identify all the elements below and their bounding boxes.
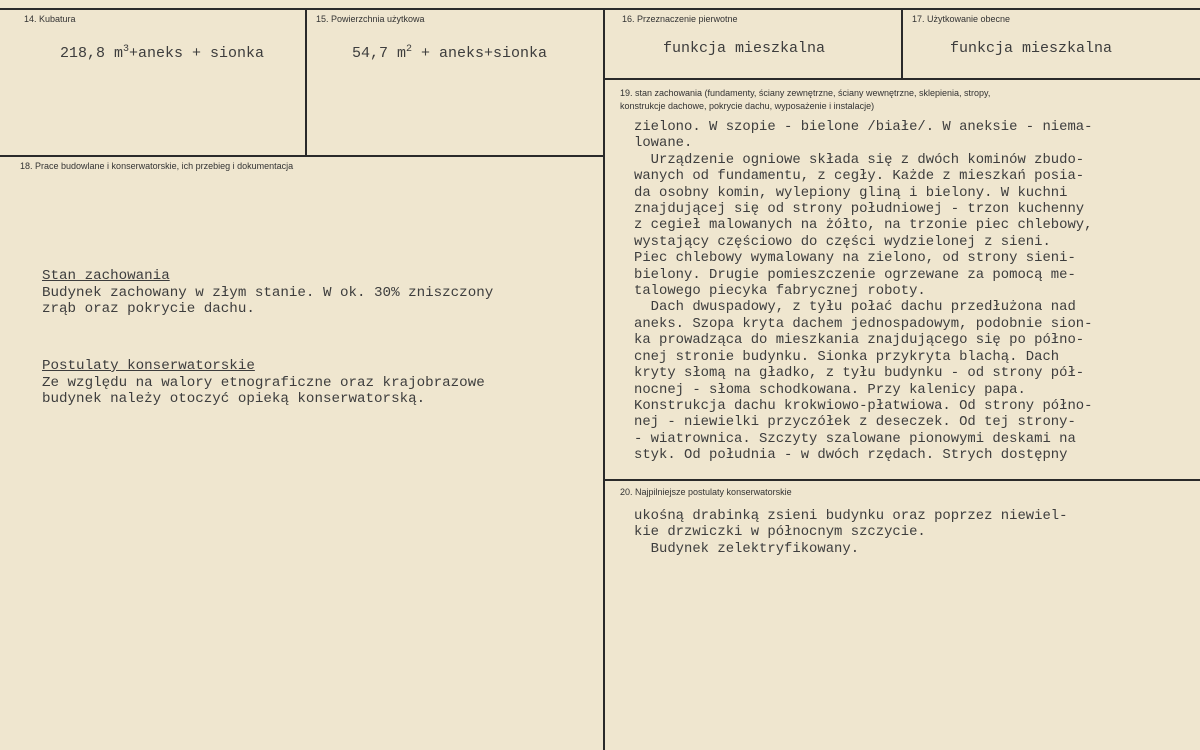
field-19-text: zielono. W szopie - bielone /białe/. W aneksie - niema- lowane. Urządzenie ogniowe składa się z dwóch kominów zbudo- wanych od fundamentu, z cegły. Każde z mieszkań posia- da osobny komin, wylepiony gliną i bielony. W kuchni znajdującej się od strony południowej - trzon kuchenny z cegieł malowanych na żółto, na trzonie piec chlebowy, wystający częściowo do części wydzielonej z sieni. Piec chlebowy wymalowany na zielono, od strony sieni- bielony. Drugie pomieszczenie ogrzewane za pomocą me- talowego piecyka fabrycznej roboty. Dach dwuspadowy, z tyłu połać dachu przedłużona nad aneks. Szopa kryta dachem jednospadowym, podobnie sion- ka prowadząca do mieszkania znajdującego się po półno- cnej stronie budynku. Sionka przykryta blachą. Dach kryty słomą na gładko, z tyłu budynku - od strony pół- nocnej - słoma schodkowana. Przy kalenicy papa. Konstrukcja dachu krokwiowo-płatwiowa. Od strony półno- nej - niewielki przyczółek z deseczek. Od tej strony- - wiatrownica. Szczyty szalowane pionowymi deskami na styk. Od południa - w dwóch rzędach. Strych dostępny [634,119,1093,464]
field-14-label: 14. Kubatura [24,14,76,24]
field-17-value: funkcja mieszkalna [950,40,1113,57]
field-15-value-number: 54,7 m [352,45,407,62]
field-15-label: 15. Powierzchnia użytkowa [316,14,425,24]
field-18-heading-condition: Stan zachowania [42,268,170,284]
rule-under-14-15 [0,155,604,157]
field-15-value-rest: + aneks+sionka [412,45,548,62]
divider-14-15 [305,8,307,156]
field-15-value-exponent: 2 [406,44,413,55]
divider-16-17 [901,8,903,78]
field-16-value: funkcja mieszkalna [663,40,826,57]
rule-under-16-17 [603,78,1200,80]
field-18-text-postulates: Ze względu na walory etnograficzne oraz krajobrazowe budynek należy otoczyć opieką konserwatorską. [42,375,485,408]
field-15-value [352,44,547,62]
field-18-text-condition: Budynek zachowany w złym stanie. W ok. 30% zniszczony zrąb oraz pokrycie dachu. [42,285,494,318]
top-rule [0,8,1200,10]
field-16-label: 16. Przeznaczenie pierwotne [622,14,738,24]
field-14-value-rest: +aneks + sionka [129,45,265,62]
field-18-label: 18. Prace budowlane i konserwatorskie, ich przebieg i dokumentacja [20,161,294,171]
field-20-label: 20. Najpilniejsze postulaty konserwatorskie [620,487,792,497]
main-vertical-divider [603,8,605,750]
field-18-heading-postulates: Postulaty konserwatorskie [42,358,255,374]
field-19-label-line1: 19. stan zachowania (fundamenty, ściany zewnętrzne, ściany wewnętrzne, sklepienia, stropy, [620,88,991,98]
field-19-label-line2: konstrukcje dachowe, pokrycie dachu, wyposażenie i instalacje) [620,101,875,111]
field-14-value [60,44,264,62]
rule-under-19 [603,479,1200,481]
field-14-value-exponent: 3 [123,44,130,55]
field-20-text: ukośną drabinką zsieni budynku oraz poprzez niewiel- kie drzwiczki w północnym szczycie. Budynek zelektryfikowany. [634,508,1068,557]
field-14-value-number: 218,8 m [60,45,124,62]
field-17-label: 17. Użytkowanie obecne [912,14,1011,24]
